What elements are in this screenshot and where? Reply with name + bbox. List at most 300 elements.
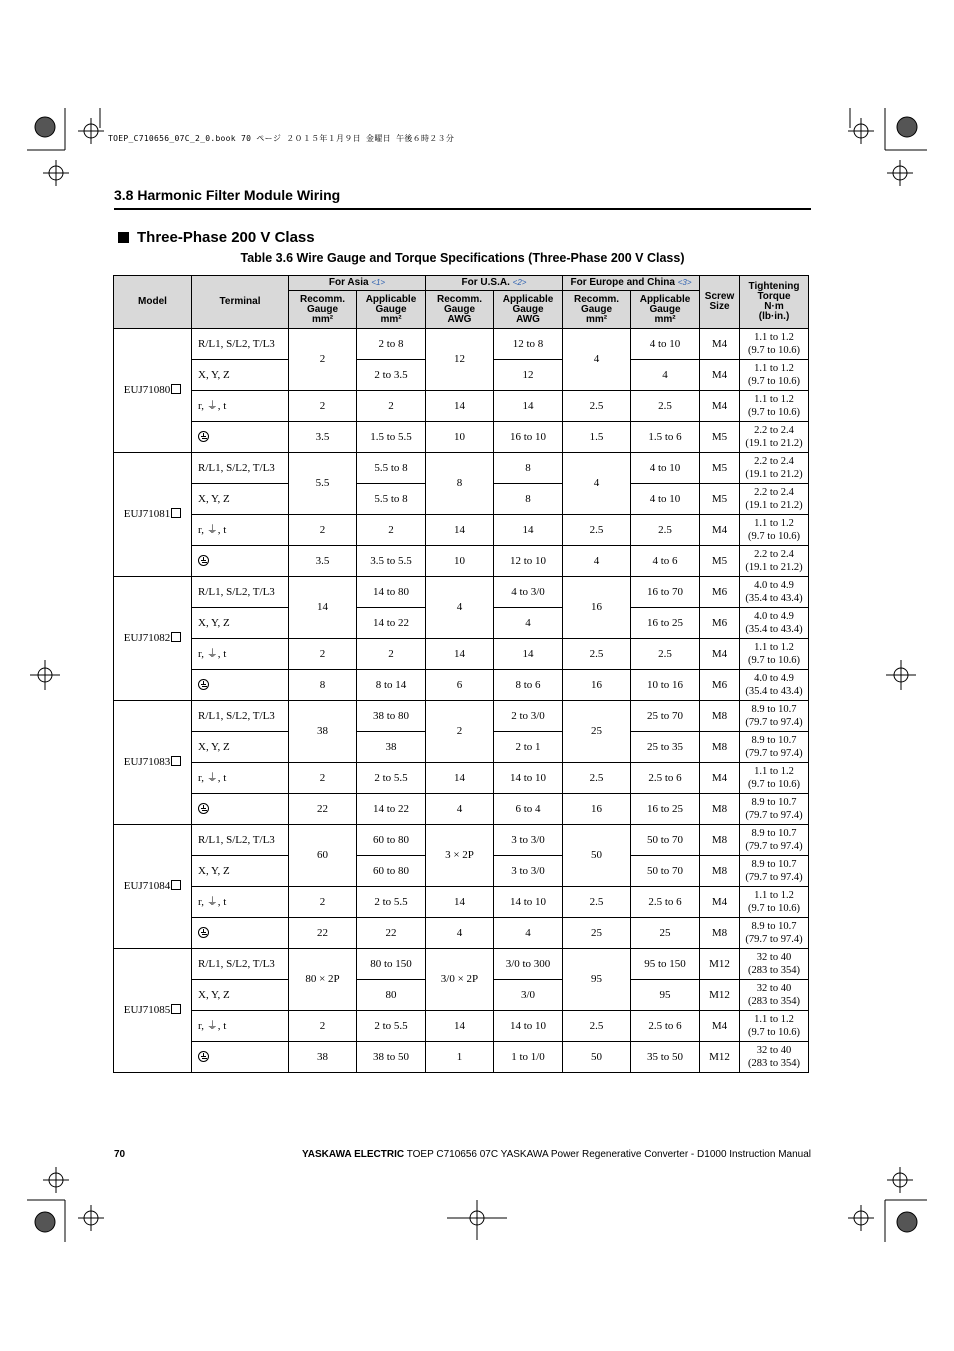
model-name: EUJ71085 <box>123 1004 171 1016</box>
model-cell <box>114 701 192 825</box>
europe-applicable-cell: 16 to 25 <box>631 794 700 825</box>
europe-applicable-cell: 25 <box>631 918 700 949</box>
torque-nm: 2.2 to 2.4 <box>754 487 794 498</box>
europe-recomm-cell: 50 <box>563 1042 631 1073</box>
model-suffix-box-icon <box>171 632 181 642</box>
torque-lbin: (9.7 to 10.6) <box>748 376 800 387</box>
page-number: 70 <box>114 1149 126 1160</box>
usa-applicable-cell: 3 to 3/0 <box>494 856 563 887</box>
asia-applicable-cell: 22 <box>357 918 426 949</box>
torque-cell <box>740 794 809 825</box>
screw-size-cell: M6 <box>700 577 740 608</box>
usa-applicable-cell: 16 to 10 <box>494 422 563 453</box>
model-suffix-box-icon <box>171 384 181 394</box>
terminal-cell: X, Y, Z <box>192 608 289 639</box>
asia-applicable-cell: 14 to 80 <box>357 577 426 608</box>
europe-applicable-cell: 25 to 35 <box>631 732 700 763</box>
europe-applicable-cell: 50 to 70 <box>631 825 700 856</box>
screw-size-cell: M8 <box>700 856 740 887</box>
model-name: EUJ71084 <box>123 880 171 892</box>
torque-cell <box>740 608 809 639</box>
torque-lbin: (19.1 to 21.2) <box>745 438 803 449</box>
usa-recomm-cell: 8 <box>426 453 494 515</box>
asia-applicable-cell: 80 to 150 <box>357 949 426 980</box>
table-row <box>114 422 809 453</box>
asia-applicable-cell: 2 to 5.5 <box>357 763 426 794</box>
model-cell <box>114 329 192 453</box>
usa-applicable-cell: 4 to 3/0 <box>494 577 563 608</box>
usa-recomm-cell: 14 <box>426 391 494 422</box>
screw-size-cell: M4 <box>700 639 740 670</box>
asia-applicable-cell: 60 to 80 <box>357 856 426 887</box>
footer <box>302 1149 811 1160</box>
terminal-cell: r, ⏚, t <box>192 391 289 422</box>
asia-recomm-cell: 22 <box>289 794 357 825</box>
screw-size-cell: M8 <box>700 794 740 825</box>
footer-brand: YASKAWA ELECTRIC <box>302 1149 405 1160</box>
asia-recomm-cell: 3.5 <box>289 422 357 453</box>
europe-recomm-cell: 25 <box>563 701 631 763</box>
table-row <box>114 794 809 825</box>
terminal-cell <box>192 1042 289 1073</box>
asia-applicable-cell: 2 to 5.5 <box>357 1011 426 1042</box>
torque-nm: 4.0 to 4.9 <box>754 611 794 622</box>
torque-cell <box>740 453 809 484</box>
header-usa: For U.S.A. <2> <box>426 276 563 291</box>
europe-recomm-cell: 16 <box>563 794 631 825</box>
torque-lbin: (9.7 to 10.6) <box>748 407 800 418</box>
asia-applicable-cell: 5.5 to 8 <box>357 484 426 515</box>
usa-recomm-cell: 2 <box>426 701 494 763</box>
usa-recomm-cell: 14 <box>426 887 494 918</box>
asia-recomm-cell: 2 <box>289 639 357 670</box>
europe-applicable-cell: 2.5 <box>631 515 700 546</box>
table-caption: Table 3.6 Wire Gauge and Torque Specifications (Three-Phase 200 V Class) <box>240 251 685 265</box>
screw-size-cell: M8 <box>700 701 740 732</box>
asia-recomm-cell: 38 <box>289 1042 357 1073</box>
torque-cell <box>740 422 809 453</box>
table-row <box>114 701 809 732</box>
torque-nm: 1.1 to 1.2 <box>754 363 794 374</box>
asia-recomm-cell: 22 <box>289 918 357 949</box>
europe-recomm-cell: 50 <box>563 825 631 887</box>
torque-nm: 2.2 to 2.4 <box>754 549 794 560</box>
torque-lbin: (283 to 354) <box>748 1058 800 1069</box>
europe-applicable-cell: 2.5 to 6 <box>631 1011 700 1042</box>
header-applicable: Applicable Gauge mm² <box>357 291 426 329</box>
torque-cell <box>740 670 809 701</box>
screw-size-cell: M12 <box>700 949 740 980</box>
torque-lbin: (79.7 to 97.4) <box>745 748 803 759</box>
screw-size-cell: M4 <box>700 391 740 422</box>
table-row <box>114 515 809 546</box>
europe-applicable-cell: 4 to 6 <box>631 546 700 577</box>
asia-applicable-cell: 38 to 50 <box>357 1042 426 1073</box>
screw-size-cell: M5 <box>700 453 740 484</box>
screw-size-cell: M12 <box>700 1042 740 1073</box>
asia-recomm-cell: 80 × 2P <box>289 949 357 1011</box>
table-row <box>114 887 809 918</box>
usa-applicable-cell: 14 to 10 <box>494 763 563 794</box>
model-suffix-box-icon <box>171 1004 181 1014</box>
torque-lbin: (79.7 to 97.4) <box>745 872 803 883</box>
usa-applicable-cell: 14 to 10 <box>494 887 563 918</box>
torque-nm: 1.1 to 1.2 <box>754 394 794 405</box>
asia-applicable-cell: 2 <box>357 639 426 670</box>
europe-applicable-cell: 4 to 10 <box>631 484 700 515</box>
ref-link[interactable]: <1> <box>371 278 386 287</box>
europe-recomm-cell: 2.5 <box>563 763 631 794</box>
header-screw: Screw Size <box>700 276 740 329</box>
asia-recomm-cell: 2 <box>289 1011 357 1042</box>
subheading-text: Three-Phase 200 V Class <box>137 229 315 246</box>
torque-nm: 2.2 to 2.4 <box>754 456 794 467</box>
torque-cell <box>740 1011 809 1042</box>
terminal-cell: X, Y, Z <box>192 732 289 763</box>
torque-nm: 1.1 to 1.2 <box>754 890 794 901</box>
usa-applicable-cell: 8 to 6 <box>494 670 563 701</box>
table-body <box>114 329 809 1073</box>
europe-applicable-cell: 2.5 to 6 <box>631 763 700 794</box>
wire-gauge-table <box>113 275 809 1073</box>
usa-recomm-cell: 1 <box>426 1042 494 1073</box>
header-model: Model <box>114 276 192 329</box>
torque-nm: 8.9 to 10.7 <box>751 704 797 715</box>
section-rule <box>114 208 811 210</box>
torque-lbin: (283 to 354) <box>748 996 800 1007</box>
asia-applicable-cell: 5.5 to 8 <box>357 453 426 484</box>
table-row <box>114 763 809 794</box>
asia-recomm-cell: 2 <box>289 329 357 391</box>
torque-lbin: (79.7 to 97.4) <box>745 810 803 821</box>
terminal-cell: X, Y, Z <box>192 856 289 887</box>
usa-applicable-cell: 12 to 10 <box>494 546 563 577</box>
torque-cell <box>740 887 809 918</box>
header-recomm: Recomm. Gauge AWG <box>426 291 494 329</box>
torque-cell <box>740 360 809 391</box>
terminal-cell: X, Y, Z <box>192 360 289 391</box>
asia-applicable-cell: 80 <box>357 980 426 1011</box>
header-applicable: Applicable Gauge mm² <box>631 291 700 329</box>
ref-link[interactable]: <2> <box>512 278 527 287</box>
torque-cell <box>740 918 809 949</box>
model-cell <box>114 949 192 1073</box>
torque-lbin: (9.7 to 10.6) <box>748 779 800 790</box>
usa-recomm-cell: 14 <box>426 1011 494 1042</box>
europe-applicable-cell: 2.5 to 6 <box>631 887 700 918</box>
torque-cell <box>740 329 809 360</box>
europe-applicable-cell: 2.5 <box>631 639 700 670</box>
table-row <box>114 918 809 949</box>
asia-recomm-cell: 2 <box>289 391 357 422</box>
usa-recomm-cell: 10 <box>426 422 494 453</box>
ground-icon <box>198 555 209 566</box>
terminal-cell: R/L1, S/L2, T/L3 <box>192 453 289 484</box>
asia-applicable-cell: 2 to 3.5 <box>357 360 426 391</box>
model-cell <box>114 577 192 701</box>
europe-applicable-cell: 4 to 10 <box>631 329 700 360</box>
usa-recomm-cell: 14 <box>426 763 494 794</box>
table-row <box>114 1042 809 1073</box>
europe-recomm-cell: 16 <box>563 670 631 701</box>
usa-applicable-cell: 8 <box>494 484 563 515</box>
torque-nm: 32 to 40 <box>756 1045 792 1056</box>
torque-cell <box>740 577 809 608</box>
europe-recomm-cell: 2.5 <box>563 1011 631 1042</box>
europe-applicable-cell: 1.5 to 6 <box>631 422 700 453</box>
terminal-cell: r, ⏚, t <box>192 763 289 794</box>
torque-nm: 8.9 to 10.7 <box>751 797 797 808</box>
usa-recomm-cell: 3 × 2P <box>426 825 494 887</box>
screw-size-cell: M12 <box>700 980 740 1011</box>
terminal-cell: R/L1, S/L2, T/L3 <box>192 329 289 360</box>
torque-lbin: (9.7 to 10.6) <box>748 655 800 666</box>
torque-lbin: (19.1 to 21.2) <box>745 500 803 511</box>
model-name: EUJ71082 <box>123 632 171 644</box>
usa-applicable-cell: 14 <box>494 391 563 422</box>
table-row <box>114 639 809 670</box>
asia-applicable-cell: 38 to 80 <box>357 701 426 732</box>
usa-applicable-cell: 14 <box>494 515 563 546</box>
asia-recomm-cell: 14 <box>289 577 357 639</box>
screw-size-cell: M5 <box>700 484 740 515</box>
ground-icon <box>198 431 209 442</box>
europe-recomm-cell: 2.5 <box>563 887 631 918</box>
footer-title: TOEP C710656 07C YASKAWA Power Regenerative Converter - D1000 Instruction Manual <box>406 1149 811 1160</box>
torque-cell <box>740 949 809 980</box>
table-row <box>114 391 809 422</box>
terminal-cell <box>192 794 289 825</box>
usa-applicable-cell: 1 to 1/0 <box>494 1042 563 1073</box>
terminal-cell: r, ⏚, t <box>192 887 289 918</box>
torque-nm: 4.0 to 4.9 <box>754 580 794 591</box>
torque-cell <box>740 701 809 732</box>
torque-nm: 32 to 40 <box>756 952 792 963</box>
usa-recomm-cell: 14 <box>426 515 494 546</box>
screw-size-cell: M8 <box>700 825 740 856</box>
europe-applicable-cell: 95 to 150 <box>631 949 700 980</box>
asia-applicable-cell: 14 to 22 <box>357 608 426 639</box>
screw-size-cell: M6 <box>700 670 740 701</box>
usa-applicable-cell: 3/0 <box>494 980 563 1011</box>
asia-recomm-cell: 2 <box>289 515 357 546</box>
torque-nm: 2.2 to 2.4 <box>754 425 794 436</box>
torque-nm: 8.9 to 10.7 <box>751 828 797 839</box>
model-cell <box>114 453 192 577</box>
europe-applicable-cell: 16 to 70 <box>631 577 700 608</box>
usa-applicable-cell: 14 <box>494 639 563 670</box>
usa-applicable-cell: 12 to 8 <box>494 329 563 360</box>
terminal-cell: X, Y, Z <box>192 484 289 515</box>
screw-size-cell: M4 <box>700 329 740 360</box>
usa-recomm-cell: 3/0 × 2P <box>426 949 494 1011</box>
torque-cell <box>740 763 809 794</box>
ground-icon <box>198 927 209 938</box>
torque-lbin: (35.4 to 43.4) <box>745 593 803 604</box>
torque-nm: 1.1 to 1.2 <box>754 1014 794 1025</box>
asia-applicable-cell: 14 to 22 <box>357 794 426 825</box>
asia-recomm-cell: 2 <box>289 763 357 794</box>
torque-cell <box>740 639 809 670</box>
terminal-cell <box>192 546 289 577</box>
screw-size-cell: M5 <box>700 546 740 577</box>
ground-icon <box>198 803 209 814</box>
terminal-cell: R/L1, S/L2, T/L3 <box>192 825 289 856</box>
screw-size-cell: M4 <box>700 515 740 546</box>
screw-size-cell: M4 <box>700 763 740 794</box>
asia-recomm-cell: 8 <box>289 670 357 701</box>
table-row <box>114 546 809 577</box>
asia-recomm-cell: 38 <box>289 701 357 763</box>
torque-nm: 1.1 to 1.2 <box>754 518 794 529</box>
header-torque: Tightening Torque N·m (lb·in.) <box>740 276 809 329</box>
torque-lbin: (9.7 to 10.6) <box>748 531 800 542</box>
europe-recomm-cell: 25 <box>563 918 631 949</box>
terminal-cell: R/L1, S/L2, T/L3 <box>192 701 289 732</box>
asia-applicable-cell: 2 <box>357 515 426 546</box>
square-bullet-icon <box>118 232 129 243</box>
header-terminal: Terminal <box>192 276 289 329</box>
model-suffix-box-icon <box>171 880 181 890</box>
europe-recomm-cell: 4 <box>563 453 631 515</box>
torque-nm: 8.9 to 10.7 <box>751 921 797 932</box>
europe-recomm-cell: 2.5 <box>563 391 631 422</box>
europe-recomm-cell: 1.5 <box>563 422 631 453</box>
europe-recomm-cell: 2.5 <box>563 639 631 670</box>
torque-cell <box>740 515 809 546</box>
table-row <box>114 329 809 360</box>
table-row <box>114 825 809 856</box>
terminal-cell <box>192 918 289 949</box>
ground-icon <box>198 1051 209 1062</box>
ref-link[interactable]: <3> <box>677 278 692 287</box>
torque-cell <box>740 825 809 856</box>
torque-lbin: (19.1 to 21.2) <box>745 562 803 573</box>
torque-lbin: (283 to 354) <box>748 965 800 976</box>
torque-nm: 1.1 to 1.2 <box>754 642 794 653</box>
asia-applicable-cell: 2 <box>357 391 426 422</box>
terminal-cell: r, ⏚, t <box>192 1011 289 1042</box>
usa-applicable-cell: 4 <box>494 608 563 639</box>
asia-applicable-cell: 8 to 14 <box>357 670 426 701</box>
asia-applicable-cell: 2 to 5.5 <box>357 887 426 918</box>
usa-applicable-cell: 3 to 3/0 <box>494 825 563 856</box>
header-applicable: Applicable Gauge AWG <box>494 291 563 329</box>
asia-applicable-cell: 38 <box>357 732 426 763</box>
screw-size-cell: M4 <box>700 887 740 918</box>
europe-recomm-cell: 95 <box>563 949 631 1011</box>
model-name: EUJ71083 <box>123 756 171 768</box>
header-recomm: Recomm. Gauge mm² <box>289 291 357 329</box>
model-cell <box>114 825 192 949</box>
terminal-cell: r, ⏚, t <box>192 515 289 546</box>
header-recomm: Recomm. Gauge mm² <box>563 291 631 329</box>
table-row <box>114 577 809 608</box>
europe-recomm-cell: 4 <box>563 546 631 577</box>
asia-applicable-cell: 1.5 to 5.5 <box>357 422 426 453</box>
usa-recomm-cell: 4 <box>426 918 494 949</box>
usa-recomm-cell: 4 <box>426 577 494 639</box>
screw-size-cell: M4 <box>700 360 740 391</box>
screw-size-cell: M8 <box>700 918 740 949</box>
torque-lbin: (35.4 to 43.4) <box>745 686 803 697</box>
usa-recomm-cell: 4 <box>426 794 494 825</box>
print-stamp: TOEP_C710656_07C_2_0.book 70 ページ ２０１５年１月９日 金曜日 午後６時２３分 <box>108 134 455 143</box>
table-row <box>114 949 809 980</box>
usa-recomm-cell: 14 <box>426 639 494 670</box>
usa-applicable-cell: 2 to 1 <box>494 732 563 763</box>
terminal-cell: R/L1, S/L2, T/L3 <box>192 577 289 608</box>
terminal-cell: R/L1, S/L2, T/L3 <box>192 949 289 980</box>
europe-applicable-cell: 50 to 70 <box>631 856 700 887</box>
torque-lbin: (9.7 to 10.6) <box>748 903 800 914</box>
torque-cell <box>740 732 809 763</box>
subheading <box>118 229 315 246</box>
model-name: EUJ71080 <box>123 384 171 396</box>
torque-lbin: (79.7 to 97.4) <box>745 841 803 852</box>
torque-nm: 8.9 to 10.7 <box>751 735 797 746</box>
europe-applicable-cell: 95 <box>631 980 700 1011</box>
asia-applicable-cell: 60 to 80 <box>357 825 426 856</box>
asia-applicable-cell: 3.5 to 5.5 <box>357 546 426 577</box>
screw-size-cell: M4 <box>700 1011 740 1042</box>
model-suffix-box-icon <box>171 756 181 766</box>
usa-recomm-cell: 10 <box>426 546 494 577</box>
usa-applicable-cell: 3/0 to 300 <box>494 949 563 980</box>
torque-nm: 1.1 to 1.2 <box>754 332 794 343</box>
table-row <box>114 670 809 701</box>
torque-cell <box>740 391 809 422</box>
europe-recomm-cell: 16 <box>563 577 631 639</box>
europe-applicable-cell: 25 to 70 <box>631 701 700 732</box>
torque-nm: 4.0 to 4.9 <box>754 673 794 684</box>
torque-lbin: (79.7 to 97.4) <box>745 717 803 728</box>
asia-recomm-cell: 2 <box>289 887 357 918</box>
model-suffix-box-icon <box>171 508 181 518</box>
torque-lbin: (79.7 to 97.4) <box>745 934 803 945</box>
torque-cell <box>740 856 809 887</box>
terminal-cell: X, Y, Z <box>192 980 289 1011</box>
europe-applicable-cell: 10 to 16 <box>631 670 700 701</box>
terminal-cell <box>192 422 289 453</box>
usa-applicable-cell: 2 to 3/0 <box>494 701 563 732</box>
usa-recomm-cell: 12 <box>426 329 494 391</box>
usa-applicable-cell: 8 <box>494 453 563 484</box>
torque-cell <box>740 1042 809 1073</box>
asia-recomm-cell: 5.5 <box>289 453 357 515</box>
usa-applicable-cell: 4 <box>494 918 563 949</box>
screw-size-cell: M6 <box>700 608 740 639</box>
torque-nm: 32 to 40 <box>756 983 792 994</box>
usa-applicable-cell: 6 to 4 <box>494 794 563 825</box>
europe-applicable-cell: 4 to 10 <box>631 453 700 484</box>
usa-applicable-cell: 14 to 10 <box>494 1011 563 1042</box>
europe-applicable-cell: 2.5 <box>631 391 700 422</box>
asia-applicable-cell: 2 to 8 <box>357 329 426 360</box>
europe-applicable-cell: 16 to 25 <box>631 608 700 639</box>
torque-lbin: (35.4 to 43.4) <box>745 624 803 635</box>
torque-nm: 1.1 to 1.2 <box>754 766 794 777</box>
screw-size-cell: M5 <box>700 422 740 453</box>
header-europe: For Europe and China <3> <box>563 276 700 291</box>
torque-cell <box>740 980 809 1011</box>
usa-applicable-cell: 12 <box>494 360 563 391</box>
terminal-cell: r, ⏚, t <box>192 639 289 670</box>
torque-lbin: (9.7 to 10.6) <box>748 345 800 356</box>
screw-size-cell: M8 <box>700 732 740 763</box>
usa-recomm-cell: 6 <box>426 670 494 701</box>
ground-icon <box>198 679 209 690</box>
